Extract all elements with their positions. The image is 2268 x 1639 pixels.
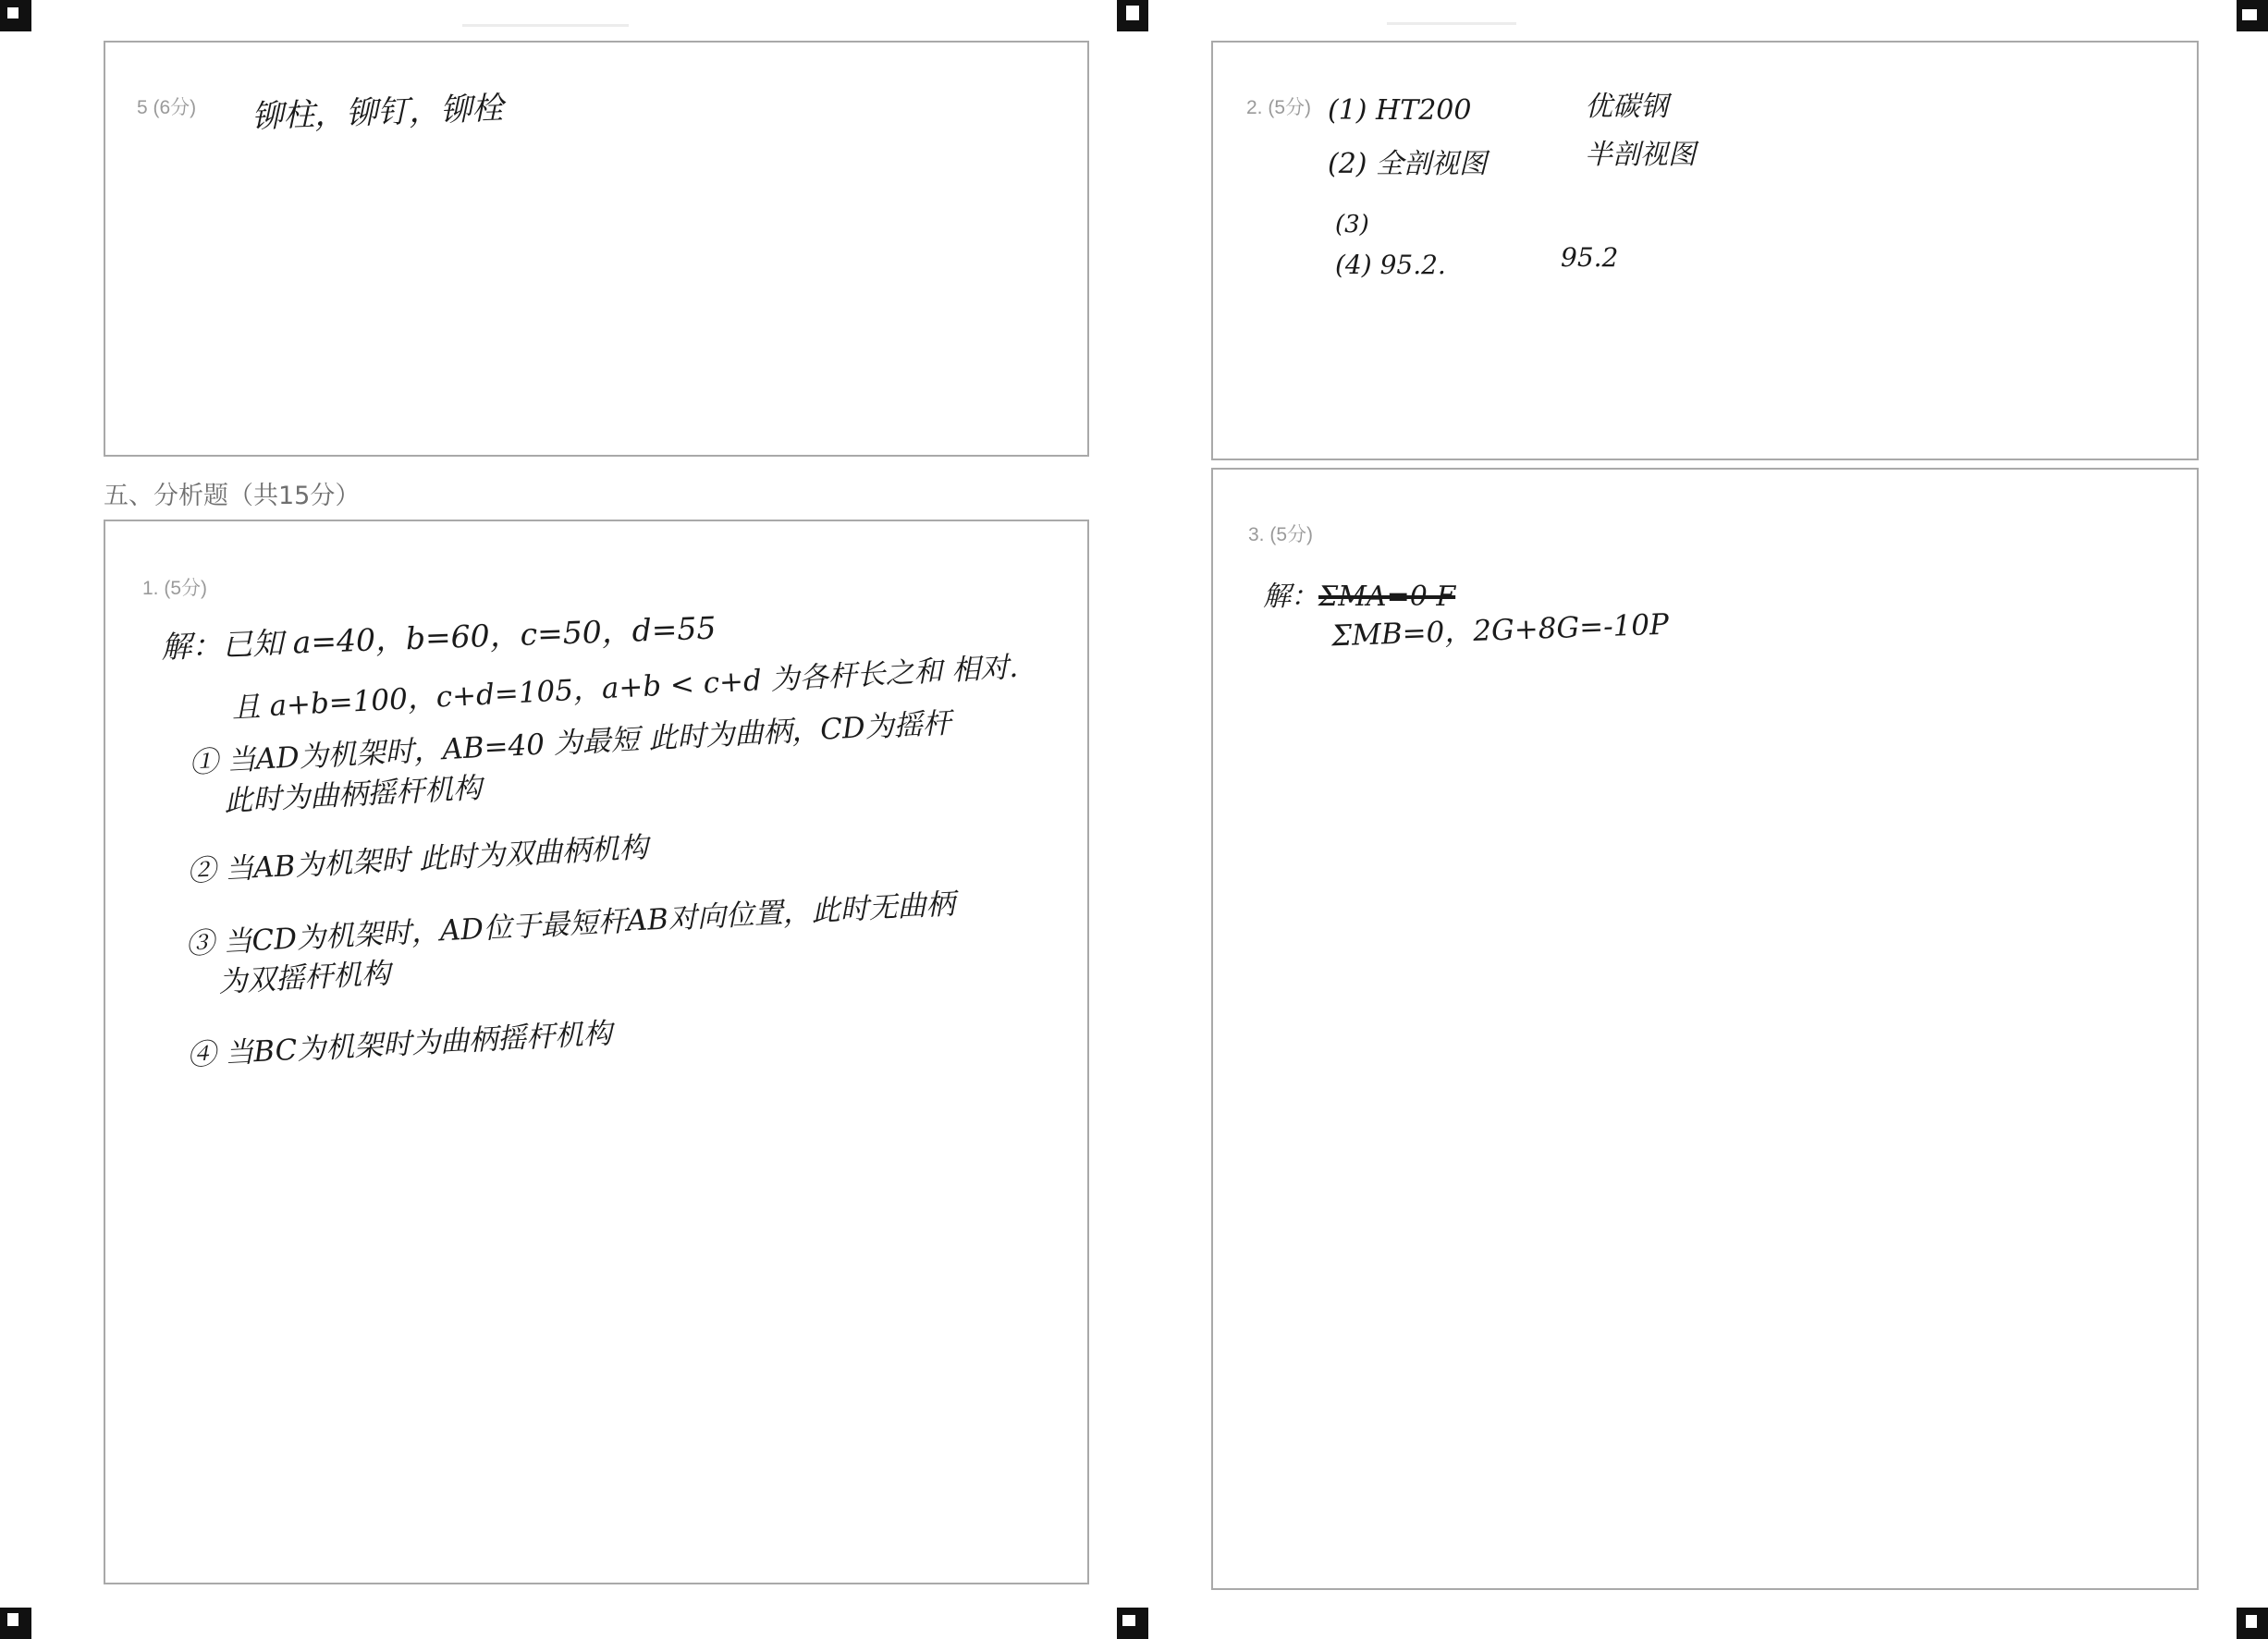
registration-mark-bottom-right — [2237, 1608, 2268, 1639]
section-title: 五、分析题（共15分） — [104, 482, 361, 510]
answer-box-q3 — [1211, 468, 2199, 1590]
answer-box-q2 — [1211, 41, 2199, 460]
question-label: 1. (5分) — [142, 578, 208, 599]
handwritten-line: (3) — [1335, 211, 1369, 239]
handwritten-line: ④ 当BC为机架时为曲柄摇杆机构 — [186, 1016, 613, 1073]
handwritten-line: ② 当AB为机架时 此时为双曲柄机构 — [186, 830, 649, 889]
handwritten-prefix: 解： — [1263, 581, 1318, 613]
registration-mark-top-right — [2237, 0, 2268, 31]
handwritten-line: 此时为曲柄摇杆机构 — [223, 771, 483, 819]
handwritten-line — [1263, 573, 1455, 614]
registration-mark-top-center — [1117, 0, 1148, 31]
handwritten-line: 半剖视图 — [1585, 139, 1696, 171]
handwritten-line: 95.2 — [1561, 242, 1619, 273]
scan-artifact — [1387, 22, 1516, 25]
scan-artifact — [462, 24, 629, 27]
crossed-out-text: ΣMA=0 F — [1318, 581, 1456, 613]
answer-box-q1 — [104, 520, 1089, 1584]
question-label: 5 (6分) — [137, 97, 197, 118]
question-label: 2. (5分) — [1246, 97, 1312, 118]
handwritten-line: ③ 当CD为机架时，AD位于最短杆AB对向位置，此时无曲柄 — [184, 887, 956, 961]
handwritten-line: 为双摇杆机构 — [217, 957, 391, 999]
handwritten-line: ① 当AD为机架时，AB=40 为最短 此时为曲柄，CD为摇杆 — [188, 706, 952, 780]
handwritten-line: 且 a+b=100，c+d=105，a+b < c+d 为各杆长之和 相对. — [230, 650, 1019, 726]
answer-box-q5 — [104, 41, 1089, 457]
handwritten-line: (2) 全剖视图 — [1328, 148, 1488, 180]
registration-mark-bottom-left — [0, 1608, 31, 1639]
handwritten-line: 解：已知 a=40，b=60，c=50，d=55 — [160, 609, 717, 666]
question-label: 3. (5分) — [1248, 524, 1314, 545]
handwritten-answer: 铆柱，铆钉，铆栓 — [251, 90, 504, 136]
registration-mark-top-left — [0, 0, 31, 31]
handwritten-line: (1) HT200 — [1328, 94, 1472, 127]
handwritten-line: ΣMB=0，2G+8G=-10P — [1330, 607, 1670, 654]
handwritten-line: 优碳钢 — [1585, 91, 1668, 123]
registration-mark-bottom-center — [1117, 1608, 1148, 1639]
handwritten-line: (4) 95.2. — [1335, 250, 1446, 280]
